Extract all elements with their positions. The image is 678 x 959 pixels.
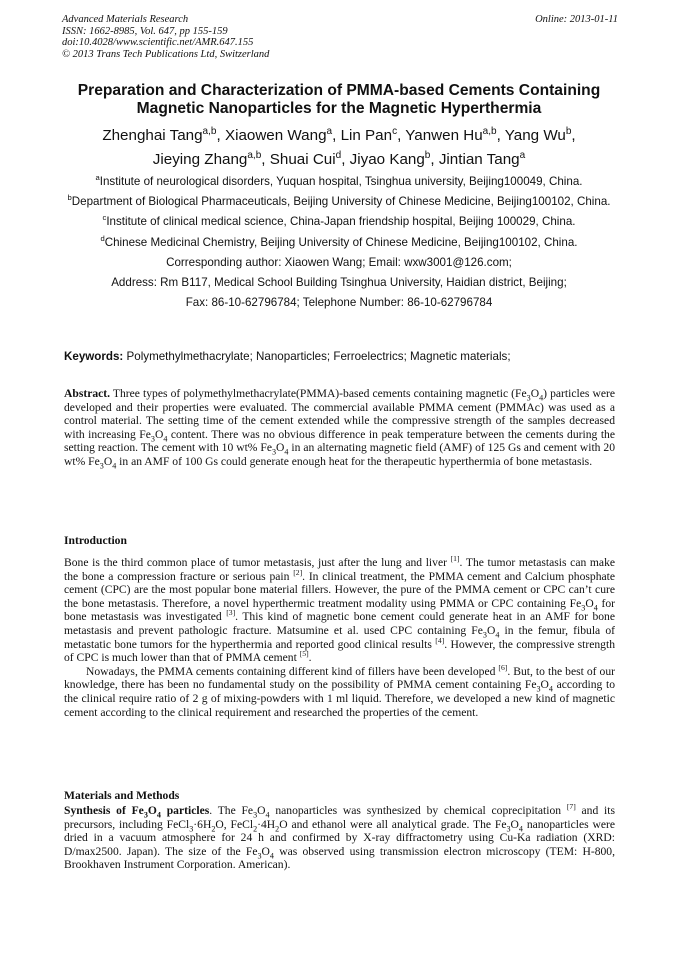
author-name: Jintian Tang: [438, 151, 520, 168]
citation: [5]: [299, 649, 309, 659]
online-date: Online: 2013-01-11: [535, 14, 618, 25]
affiliations: [40, 175, 638, 316]
methods-heading: Materials and Methods: [64, 789, 180, 802]
fax-phone-line: Fax: 86-10-62796784; Telephone Number: 86-10-62796784: [185, 296, 493, 310]
author-name: Jiyao Kang: [349, 151, 425, 168]
corresponding-author: Corresponding author: Xiaowen Wang; Email: wxw3001@126.com;: [166, 255, 512, 269]
introduction-heading: Introduction: [64, 534, 127, 547]
synthesis-subheading: Synthesis of $Fe_3O_4$ particles: [64, 804, 210, 820]
author-name: Jieying Zhang: [152, 151, 248, 168]
keywords-label: Keywords:: [64, 350, 124, 363]
author-name: Yang Wu: [504, 127, 566, 144]
citation: [4]: [435, 635, 445, 645]
author-affiliation-mark: d: [335, 149, 342, 161]
citation: [2]: [293, 567, 303, 577]
synthesis-paragraph: Synthesis of $Fe_3O_4$ particles. The $Fe_3O_4$ nanoparticles was synthesized by chemical coprecipitation [7] and its precursors, including $FeCl_3\cdot 6H_2O$, $FeCl_2\cdot 4H_2O$ and ethanol were all analytical grade. The $Fe_3O_4$ nanoparticles were dried in a vacuum atmosphere for 24 h and confirmed by X-ray diffractometry using Cu-Ka radiation (XRD: D/max2500. Japan). The size of the $Fe_3O_4$ was observed using transmission electron microscopy (TEM: H-800, Brookhaven Instrument Corporation. American).: [64, 802, 615, 872]
paper-title: [40, 82, 638, 118]
author-affiliation-mark: a: [519, 149, 526, 161]
author-affiliation-mark: a: [326, 125, 333, 137]
author-name: Lin Pan: [340, 127, 393, 144]
affiliation-b: $^b$Department of Biological Pharmaceuticals, Beijing University of Chinese Medicine, Beijing100102, China.: [67, 193, 611, 209]
affiliation-c: $^c$Institute of clinical medical science, China-Japan friendship hospital, Beijing 100029, China.: [102, 213, 576, 229]
title-line-1: Preparation and Characterization of PMMA-based Cements Containing: [77, 82, 601, 99]
author-name: Yanwen Hu: [405, 127, 483, 144]
author-affiliation-mark: a,b: [247, 149, 262, 161]
copyright-line: © 2013 Trans Tech Publications Ltd, Switzerland: [62, 48, 270, 60]
issn-line: ISSN: 1662-8985, Vol. 647, pp 155-159: [62, 25, 228, 37]
address-line: Address: Rm B117, Medical School Building Tsinghua University, Haidian district, Beijing;: [111, 275, 567, 289]
author-affiliation-mark: c: [392, 125, 398, 137]
author-affiliation-mark: b: [565, 125, 572, 137]
doi-line: doi:10.4028/www.scientific.net/AMR.647.155: [62, 37, 254, 49]
author-line-2: Jieying Zhang$^{a,b}$, Shuai Cui$^d$, Jiyao Kang$^b$, Jintian Tang$^a$: [152, 149, 526, 168]
author-name: Shuai Cui: [269, 151, 336, 168]
keywords-text: Polymethylmethacrylate; Nanoparticles; Ferroelectrics; Magnetic materials;: [126, 350, 511, 363]
author-affiliation-mark: a,b: [202, 125, 217, 137]
author-affiliation-mark: a,b: [482, 125, 497, 137]
abstract-label: Abstract.: [64, 387, 111, 400]
affiliation-d: $^d$Chinese Medicinal Chemistry, Beijing University of Chinese Medicine, Beijing100102, China.: [100, 233, 578, 249]
author-list: [40, 124, 638, 172]
author-name: Xiaowen Wang: [224, 127, 327, 144]
citation: [6]: [498, 662, 508, 672]
intro-paragraph-2: Nowadays, the PMMA cements containing different kind of fillers have been developed [6]. But, to the best of our knowledge, there has been no fundamental study on the possibility of PMMA cement containing $Fe_3O_4$ according to the clinical require ratio of 2 g of mixing-powders with 1 ml liquid. Therefore, we developed a new kind of magnetic cement according to the clinical requirement and researched the properties of the cement.: [64, 662, 615, 719]
author-affiliation-mark: b: [424, 149, 431, 161]
citation: [1]: [450, 554, 460, 564]
methods-body: [64, 804, 615, 872]
citation: [7]: [566, 802, 576, 812]
keywords: [64, 350, 620, 364]
citation: [3]: [226, 608, 236, 618]
author-line-1: Zhenghai Tang$^{a,b}$, Xiaowen Wang$^a$, Lin Pan$^c$, Yanwen Hu$^{a,b}$, Yang Wu$^b$,: [102, 125, 576, 144]
intro-paragraph-1: Bone is the third common place of tumor metastasis, just after the lung and liver [1]. The tumor metastasis can make the bone a compression fracture or serious pain [2]. In clinical treatment, the PMMA cement and Calcium phosphate cement (CPC) are the most popular bone material fillers. However, the pure of the PMMA cement or CPC can’t cure the bone metastasis. Therefore, a novel hyperthermic treatment modality using PMMA or CPC containing $Fe_3O_4$ for bone metastasis was investigated [3]. This kind of magnetic bone cement could generate heat in an AMF for bone metastasis and prevent pathologic fracture. Matsumine et al. used CPC containing $Fe_3O_4$ in the femur, fibula of metastatic bone tumors for the hyperthermia and reported good clinical results [4]. However, the compressive strength of CPC is much lower than that of PMMA cement [5].: [64, 554, 616, 665]
author-name: Zhenghai Tang: [102, 127, 203, 144]
introduction-body: [64, 556, 615, 719]
abstract: Abstract. Three types of polymethylmethacrylate(PMMA)-based cements containing magnetic $(Fe_3O_4)$ particles were developed and their properties were evaluated. The commercial available PMMA cement (PMMAc) was used as a control material. The setting time of the cement extended while the compressive strength of the samples decreased with increasing $Fe_3O_4$ content. There was no obvious difference in peak temperature between the cements during the setting reaction. The cement with 10 wt% $Fe_3O_4$ in an alternating magnetic field (AMF) of 125 Gs and cement with 20 wt% $Fe_3O_4$ in an AMF of 100 Gs could generate enough heat for the therapeutic hyperthermia of bone metastasis.: [64, 387, 616, 471]
affiliation-a: $^a$Institute of neurological disorders, Yuquan hospital, Tsinghua university, Beijing100049, China.: [95, 173, 583, 188]
journal-name: Advanced Materials Research: [62, 14, 189, 25]
journal-header: [62, 14, 618, 60]
title-line-2: Magnetic Nanoparticles for the Magnetic Hyperthermia: [136, 100, 542, 117]
